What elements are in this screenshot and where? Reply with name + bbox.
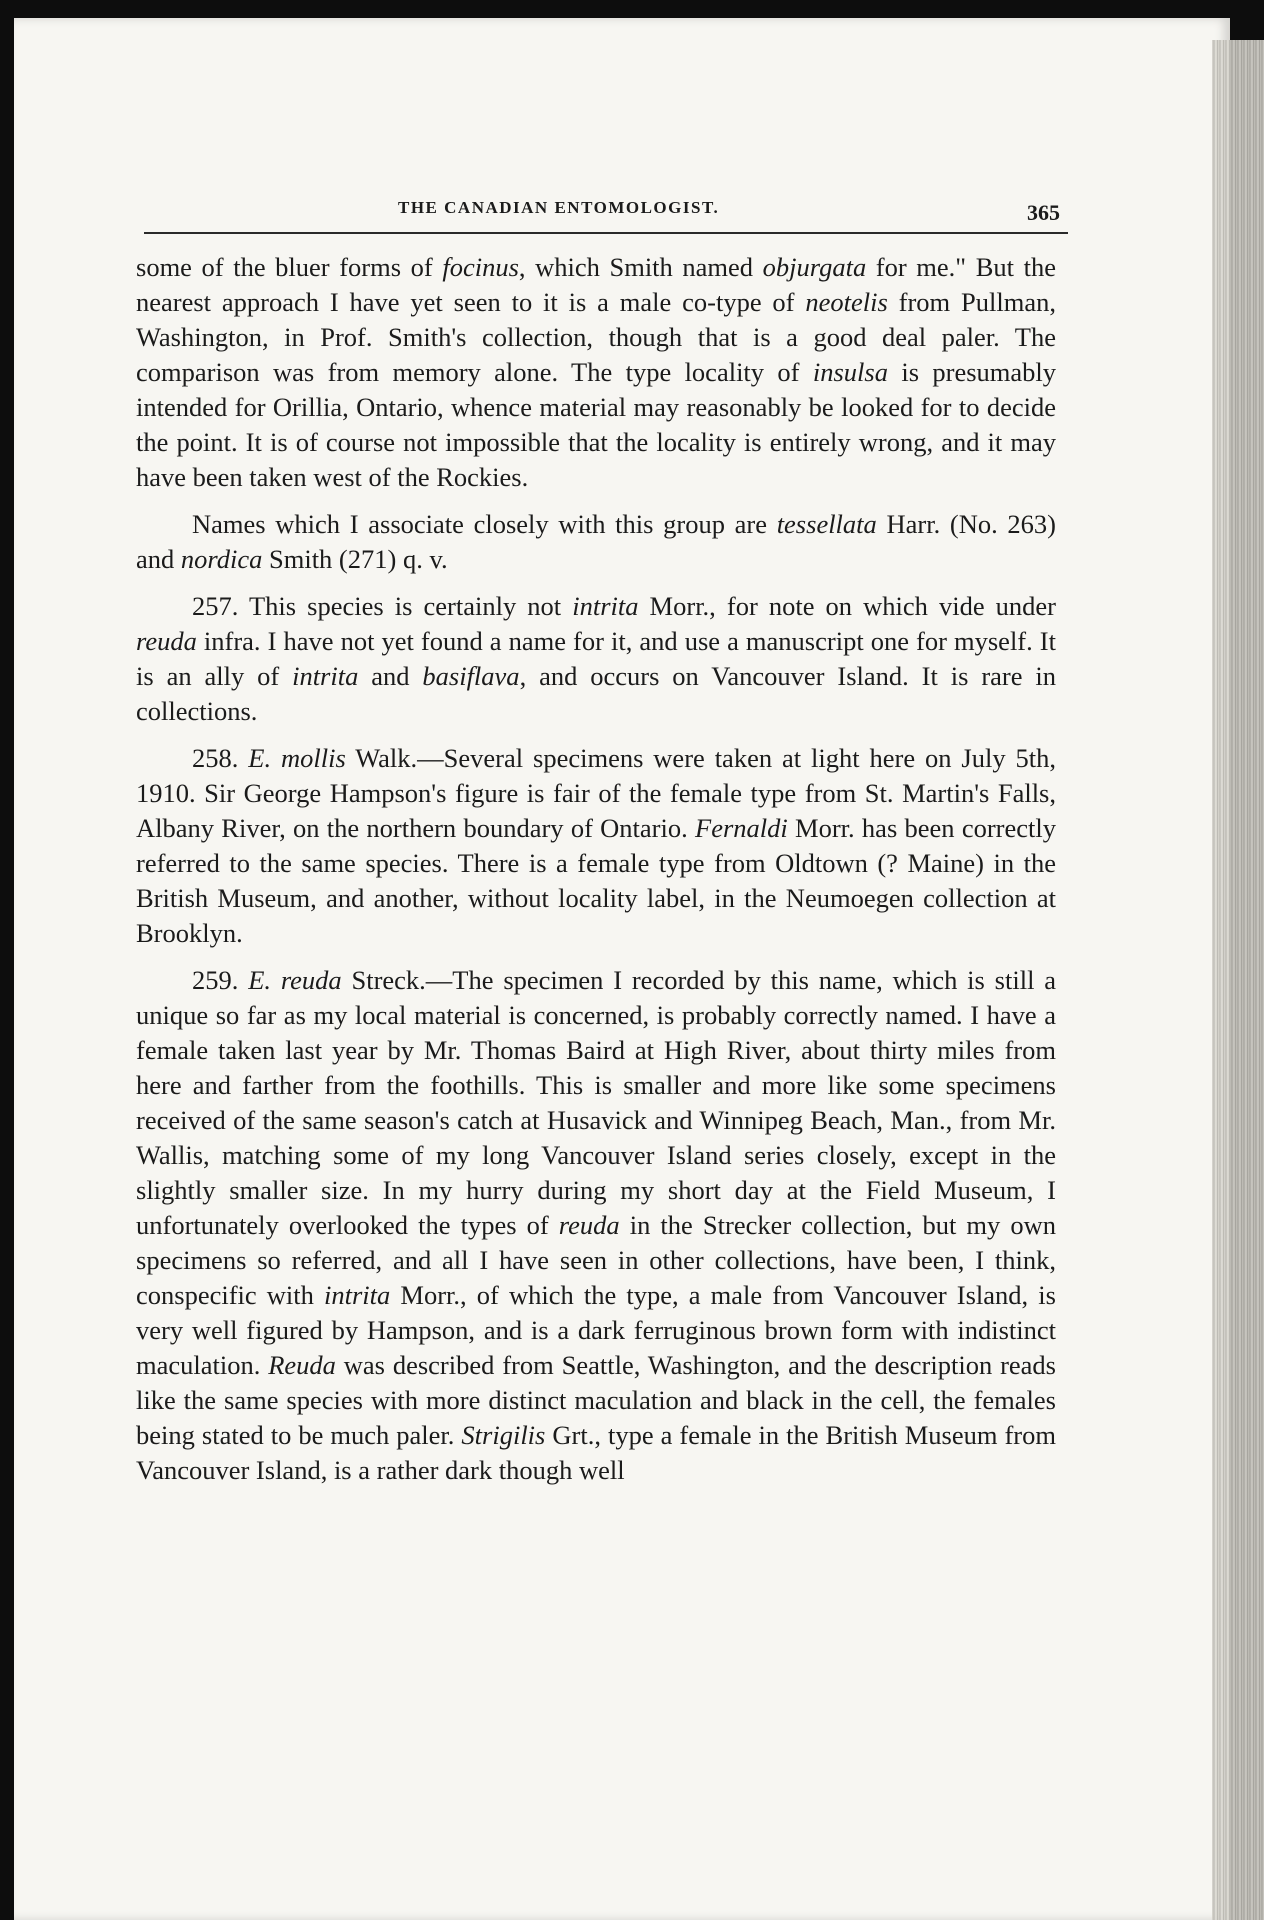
italic-term: Reuda	[268, 1350, 336, 1380]
text-run: in the Strecker collection, but my own specimens so referred, and all I have seen in other collections, have been, I think, conspecific with	[136, 1210, 1056, 1310]
text-run: Morr., of which the type, a male from Vancouver Island, is very well figured by Hampson, and is a dark ferruginous brown form with indistinct maculation.	[136, 1280, 1056, 1380]
text-run: Grt., type a female in the British Museum from Vancouver Island, is a rather dark though well	[136, 1420, 1056, 1485]
journal-title: THE CANADIAN ENTOMOLOGIST.	[398, 198, 720, 217]
text-run: 258.	[192, 743, 249, 773]
body-text	[136, 250, 1056, 1488]
italic-term: E. mollis	[248, 743, 346, 773]
text-run: infra. I have not yet found a name for it, and use a manuscript one for myself. It is an ally of	[136, 626, 1056, 691]
page-number: 365	[1027, 200, 1060, 225]
text-run: 259.	[192, 965, 249, 995]
italic-term: objurgata	[762, 252, 867, 282]
text-run: , and occurs on Vancouver Island. It is rare in collections.	[136, 661, 1057, 726]
italic-term: reuda	[558, 1210, 620, 1240]
page-content	[128, 190, 1068, 1485]
text-run: some of the bluer forms of	[136, 252, 443, 282]
italic-term: intrita	[292, 661, 359, 691]
italic-term: basiflava	[422, 661, 520, 691]
text-run: for me." But the nearest approach I have yet seen to it is a male co-type of	[136, 252, 1056, 317]
paragraph	[136, 741, 1056, 951]
text-run: and	[358, 661, 423, 691]
italic-term: neotelis	[805, 287, 888, 317]
text-run: Morr. has been correctly referred to the same species. There is a female type from Oldtown (? Maine) in the British Museum, and another, without locality label, in the Neumoegen collection at Brooklyn.	[136, 813, 1056, 948]
italic-term: reuda	[136, 626, 197, 656]
paragraph	[136, 589, 1056, 729]
text-run: was described from Seattle, Washington, and the description reads like the same species with more distinct maculation and black in the cell, the females being stated to be much paler.	[136, 1350, 1056, 1450]
text-run: Harr. (No. 263) and	[136, 509, 1056, 574]
paragraph	[136, 250, 1056, 495]
italic-term: Fernaldi	[695, 813, 788, 843]
running-head	[128, 190, 1068, 230]
header-rule	[144, 232, 1068, 234]
text-run: Walk.—Several specimens were taken at light here on July 5th, 1910. Sir George Hampson's figure is fair of the female type from St. Martin's Falls, Albany River, on the northern boundary of Ontario.	[136, 743, 1057, 843]
text-run: Streck.—The specimen I recorded by this name, which is still a unique so far as my local material is concerned, is probably correctly named. I have a female taken last year by Mr. Thomas Baird at High River, about thirty miles from here and farther from the foothills. This is smaller and more like some specimens received of the same season's catch at Husavick and Winnipeg Beach, Man., from Mr. Wallis, matching some of my long Vancouver Island series closely, except in the slightly smaller size. In my hurry during my short day at the Field Museum, I unfortunately overlooked the types of	[136, 965, 1057, 1240]
paragraph	[136, 507, 1056, 577]
italic-term: intrita	[572, 591, 639, 621]
page-edge-stack	[1212, 40, 1264, 1920]
italic-term: intrita	[324, 1280, 391, 1310]
italic-term: tessellata	[776, 509, 877, 539]
paragraph	[136, 963, 1056, 1488]
text-run: Morr., for note on which vide under	[638, 591, 1056, 621]
text-run: , which Smith named	[518, 252, 763, 282]
italic-term: Strigilis	[461, 1420, 546, 1450]
italic-term: insulsa	[812, 357, 888, 387]
text-run: is presumably intended for Orillia, Ontario, whence material may reasonably be looked for to decide the point. It is of course not impossible that the locality is entirely wrong, and it may have been taken west of the Rockies.	[136, 357, 1057, 492]
italic-term: nordica	[180, 544, 263, 574]
italic-term: focinus	[442, 252, 519, 282]
text-run: from Pullman, Washington, in Prof. Smith's collection, though that is a good deal paler. The comparison was from memory alone. The type locality of	[136, 287, 1056, 387]
text-run: Names which I associate closely with this group are	[192, 509, 777, 539]
text-run: 257. This species is certainly not	[192, 591, 573, 621]
italic-term: E. reuda	[248, 965, 342, 995]
text-run: Smith (271) q. v.	[262, 544, 448, 574]
